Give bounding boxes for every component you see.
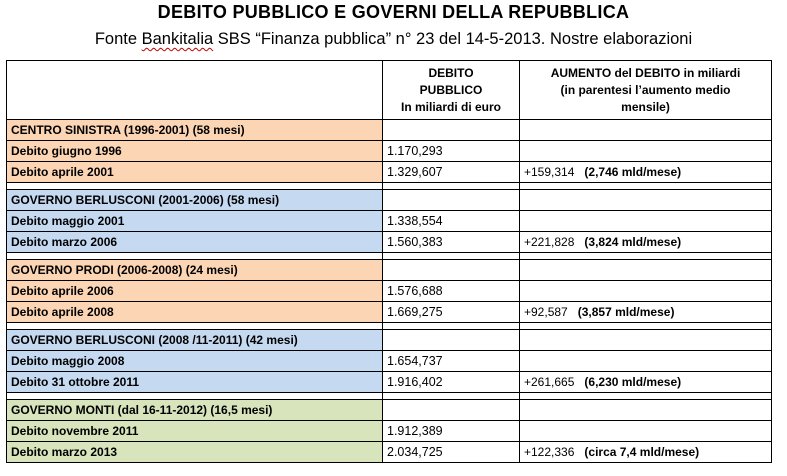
government-name: GOVERNO MONTI (dal 16-11-2012) (16,5 mesi) [7,400,383,421]
increase-value: +122,336 [524,445,575,459]
table-row [7,162,772,183]
start-debt-value: 1.338,554 [383,211,520,232]
header-increase-line2: (in parentesi l’aumento medio [560,82,731,97]
start-debt-label: Debito novembre 2011 [7,421,383,442]
start-debt-value: 1.654,737 [383,351,520,372]
start-debt-label: Debito aprile 2006 [7,281,383,302]
end-debt-label: Debito marzo 2006 [7,232,383,253]
empty-cell [520,351,772,372]
government-header-row [7,120,772,141]
end-debt-label: Debito marzo 2013 [7,442,383,463]
spacer-cell [7,253,383,260]
debt-increase [520,162,772,183]
end-debt-label: Debito 31 ottobre 2011 [7,372,383,393]
start-debt-label: Debito maggio 2008 [7,351,383,372]
empty-cell [520,211,772,232]
empty-cell [520,141,772,162]
debt-increase [520,442,772,463]
header-increase [520,61,772,120]
debt-increase [520,372,772,393]
government-name: GOVERNO PRODI (2006-2008) (24 mesi) [7,260,383,281]
monthly-increase: (3,824 mld/mese) [584,235,682,249]
empty-cell [383,190,520,211]
empty-cell [520,260,772,281]
end-debt-value: 1.916,402 [383,372,520,393]
spacer-cell [7,393,383,400]
increase-value: +221,828 [524,235,575,249]
subtitle-source: Bankitalia [141,30,214,48]
government-header-row [7,400,772,421]
start-debt-value: 1.576,688 [383,281,520,302]
table-header-row [7,61,772,120]
government-name: GOVERNO BERLUSCONI (2001-2006) (58 mesi) [7,190,383,211]
table-row [7,302,772,323]
header-debt [383,61,520,120]
empty-cell [383,120,520,141]
start-debt-value: 1.170,293 [383,141,520,162]
start-debt-label: Debito giugno 1996 [7,141,383,162]
spacer-cell [520,393,772,400]
monthly-increase: (3,857 mld/mese) [577,305,675,319]
spacer-cell [520,323,772,330]
table-row [7,141,772,162]
table-row [7,442,772,463]
government-name: GOVERNO BERLUSCONI (2008 /11-2011) (42 mesi) [7,330,383,351]
end-debt-label: Debito aprile 2008 [7,302,383,323]
spacer-row [7,183,772,190]
spacer-cell [520,183,772,190]
spacer-cell [7,323,383,330]
end-debt-label: Debito aprile 2001 [7,162,383,183]
header-increase-line3: mensile) [621,99,670,114]
header-debt-line2: PUBBLICO [419,82,483,97]
end-debt-value: 1.560,383 [383,232,520,253]
government-name: CENTRO SINISTRA (1996-2001) (58 mesi) [7,120,383,141]
header-debt-line3: In miliardi di euro [400,99,501,114]
empty-cell [383,400,520,421]
government-header-row [7,190,772,211]
spacer-cell [520,253,772,260]
debt-increase [520,302,772,323]
empty-cell [520,400,772,421]
end-debt-value: 1.329,607 [383,162,520,183]
table-row [7,232,772,253]
page-subtitle [0,30,787,49]
monthly-increase: (circa 7,4 mld/mese) [584,445,700,459]
spacer-row [7,393,772,400]
table-row [7,351,772,372]
subtitle-prefix: Fonte [94,30,142,48]
header-empty-cell [7,61,383,120]
empty-cell [520,281,772,302]
table-row [7,211,772,232]
subtitle-rest: SBS “Finanza pubblica” n° 23 del 14-5-2013. Nostre elaborazioni [213,30,693,48]
page-title: DEBITO PUBBLICO E GOVERNI DELLA REPUBBLICA [157,2,630,22]
increase-value: +261,665 [524,375,575,389]
increase-value: +92,587 [524,305,568,319]
spacer-cell [383,323,520,330]
end-debt-value: 1.669,275 [383,302,520,323]
header-increase-line1: AUMENTO del DEBITO in miliardi [550,65,741,80]
start-debt-label: Debito maggio 2001 [7,211,383,232]
end-debt-value: 2.034,725 [383,442,520,463]
increase-value: +159,314 [524,165,575,179]
empty-cell [520,421,772,442]
debt-table [6,60,772,463]
spacer-row [7,253,772,260]
monthly-increase: (6,230 mld/mese) [584,375,682,389]
government-header-row [7,330,772,351]
empty-cell [383,330,520,351]
spacer-cell [383,393,520,400]
header-debt-line1: DEBITO [428,65,474,80]
spacer-cell [383,253,520,260]
spacer-row [7,323,772,330]
debt-increase [520,232,772,253]
monthly-increase: (2,746 mld/mese) [584,165,682,179]
empty-cell [520,330,772,351]
empty-cell [520,120,772,141]
spacer-cell [7,183,383,190]
table-row [7,281,772,302]
spacer-cell [383,183,520,190]
government-rows [7,120,772,463]
empty-cell [383,260,520,281]
empty-cell [520,190,772,211]
table-row [7,421,772,442]
table-row [7,372,772,393]
government-header-row [7,260,772,281]
start-debt-value: 1.912,389 [383,421,520,442]
